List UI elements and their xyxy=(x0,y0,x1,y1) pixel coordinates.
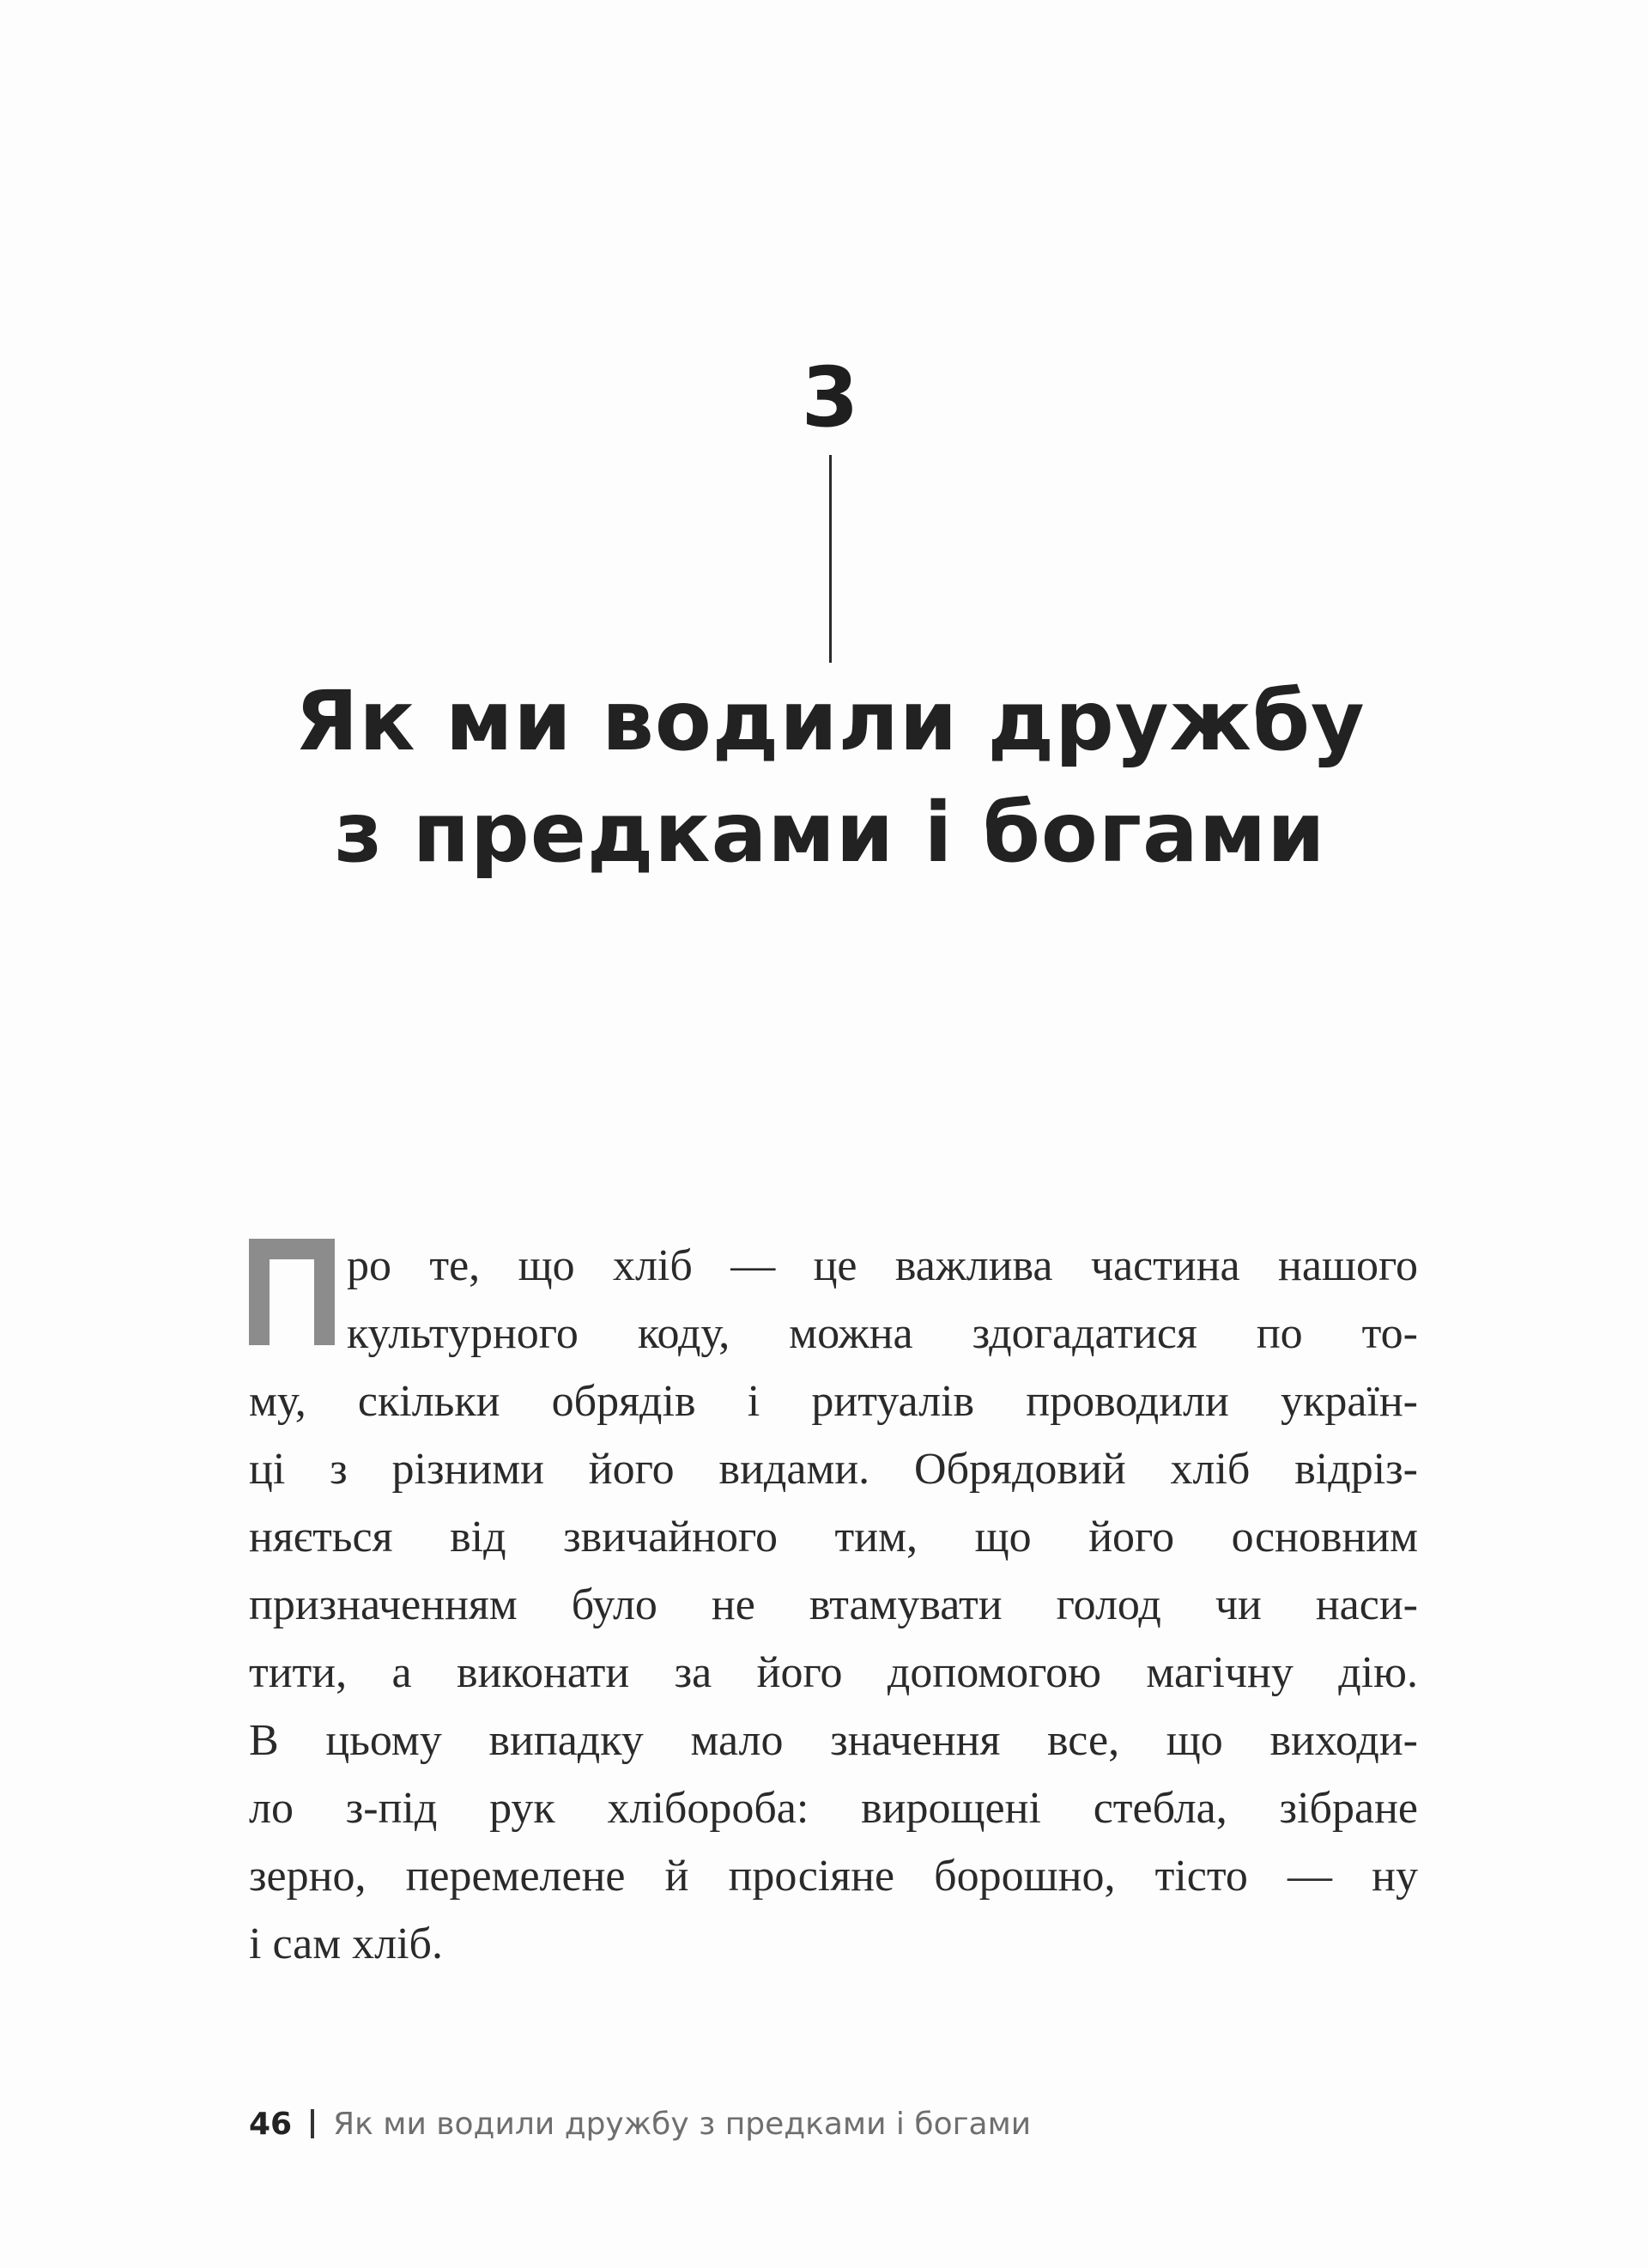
body-line: культурного коду, можна здогадатися по то- xyxy=(347,1309,1418,1358)
body-line: зерно, перемелене й просіяне борошно, тісто — ну xyxy=(249,1852,1418,1901)
page-footer xyxy=(249,2103,1031,2146)
page-number: 46 xyxy=(249,2107,293,2142)
chapter-title-line: Як ми водили дружбу xyxy=(294,673,1366,769)
body-line: ло з-під рук хлібороба: вирощені стебла, зібране xyxy=(249,1784,1418,1833)
chapter-title xyxy=(0,665,1648,888)
body-line: В цьому випадку мало значення все, що виходи- xyxy=(249,1716,1418,1765)
running-title: Як ми водили дружбу з предками і богами xyxy=(333,2107,1032,2142)
body-line: тити, а виконати за його допомогою магічну дію. xyxy=(249,1648,1418,1697)
body-line: няється від звичайного тим, що його основним xyxy=(249,1513,1418,1562)
chapter-number: 3 xyxy=(801,349,859,446)
body-line: і сам хліб. xyxy=(249,1919,444,1968)
chapter-divider-line xyxy=(829,455,832,663)
body-line: призначенням було не втамувати голод чи наси- xyxy=(249,1580,1418,1629)
body-paragraph xyxy=(249,1232,1418,1978)
chapter-title-line: з предками і богами xyxy=(334,785,1326,881)
body-line: ці з різними його видами. Обрядовий хліб відріз- xyxy=(249,1445,1418,1494)
body-line: ро те, що хліб — це важлива частина нашого xyxy=(347,1241,1418,1290)
body-line: му, скільки обрядів і ритуалів проводили україн- xyxy=(249,1377,1418,1426)
footer-separator xyxy=(311,2109,314,2138)
